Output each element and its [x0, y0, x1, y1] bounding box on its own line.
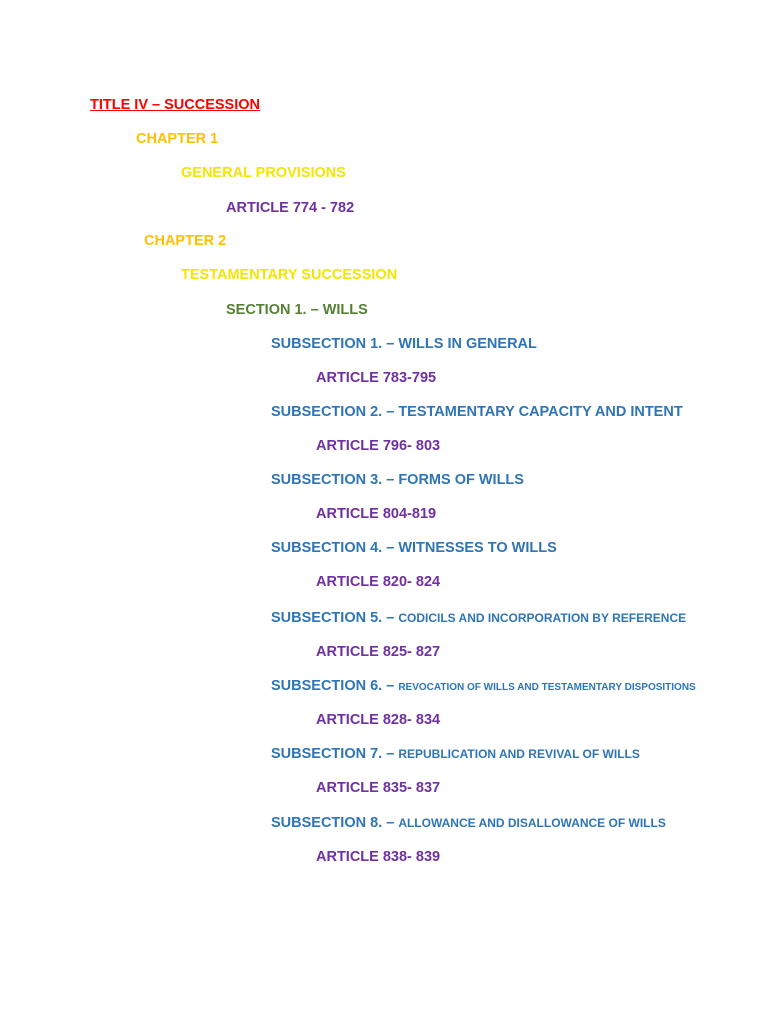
subsection-7-heading: [271, 745, 640, 763]
chapter-1-label: CHAPTER 1: [136, 131, 219, 147]
chapter-1-heading: GENERAL PROVISIONS: [181, 165, 346, 181]
subsection-2-name: TESTAMENTARY CAPACITY AND INTENT: [398, 404, 683, 420]
subsection-1-articles: ARTICLE 783-795: [316, 370, 437, 386]
subsection-8-articles: ARTICLE 838- 839: [316, 849, 441, 865]
subsection-4-heading: [271, 539, 557, 557]
subsection-8-heading: [271, 814, 666, 832]
subsection-4-articles: ARTICLE 820- 824: [316, 574, 441, 590]
subsection-5-heading: [271, 609, 686, 627]
subsection-8-prefix: SUBSECTION 8. –: [271, 815, 399, 831]
subsection-5-name: CODICILS AND INCORPORATION BY REFERENCE: [398, 611, 687, 625]
subsection-5-prefix: SUBSECTION 5. –: [271, 610, 399, 626]
subsection-6-prefix: SUBSECTION 6. –: [271, 678, 399, 694]
chapter-2-heading: TESTAMENTARY SUCCESSION: [181, 267, 398, 283]
title-heading: TITLE IV – SUCCESSION: [90, 97, 260, 113]
subsection-7-articles: ARTICLE 835- 837: [316, 780, 441, 796]
subsection-2-articles: ARTICLE 796- 803: [316, 438, 441, 454]
subsection-6-heading: [271, 677, 696, 697]
subsection-8-name: ALLOWANCE AND DISALLOWANCE OF WILLS: [398, 816, 666, 830]
subsection-3-prefix: SUBSECTION 3. –: [271, 472, 399, 488]
subsection-7-prefix: SUBSECTION 7. –: [271, 746, 399, 762]
subsection-1-heading: [271, 335, 537, 353]
subsection-3-name: FORMS OF WILLS: [398, 472, 524, 488]
subsection-1-prefix: SUBSECTION 1. –: [271, 336, 399, 352]
subsection-3-articles: ARTICLE 804-819: [316, 506, 437, 522]
subsection-5-articles: ARTICLE 825- 827: [316, 644, 441, 660]
section-1-heading: SECTION 1. – WILLS: [226, 302, 368, 318]
subsection-7-name: REPUBLICATION AND REVIVAL OF WILLS: [398, 747, 640, 761]
subsection-6-name: REVOCATION OF WILLS AND TESTAMENTARY DISPOSITIONS: [398, 682, 696, 693]
chapter-2-label: CHAPTER 2: [144, 233, 227, 249]
subsection-3-heading: [271, 471, 524, 489]
subsection-2-heading: [271, 403, 683, 421]
subsection-6-articles: ARTICLE 828- 834: [316, 712, 441, 728]
subsection-2-prefix: SUBSECTION 2. –: [271, 404, 399, 420]
subsection-1-name: WILLS IN GENERAL: [398, 336, 537, 352]
chapter-1-articles: ARTICLE 774 - 782: [226, 200, 355, 216]
subsection-4-prefix: SUBSECTION 4. –: [271, 540, 399, 556]
subsection-4-name: WITNESSES TO WILLS: [398, 540, 557, 556]
